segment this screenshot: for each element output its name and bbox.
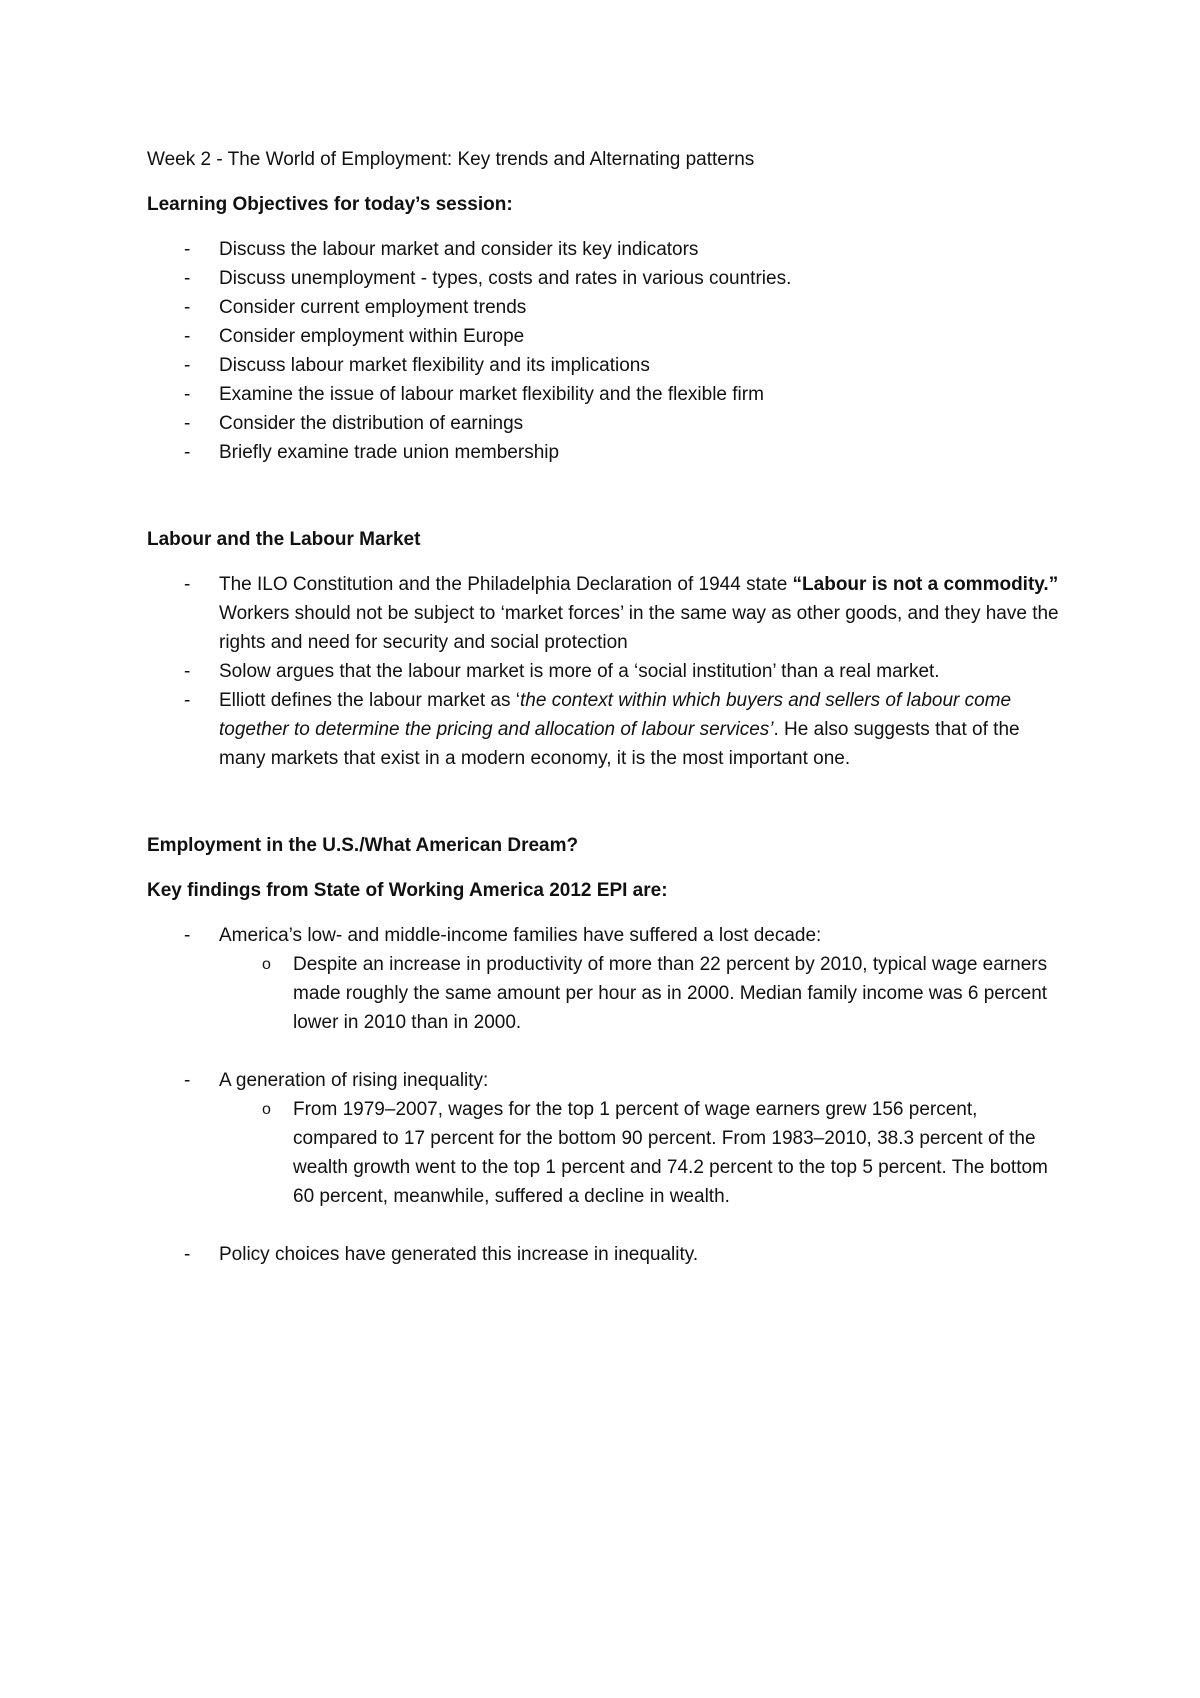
dash-marker: - xyxy=(184,413,191,434)
sub-list-item: o Despite an increase in productivity of more than 22 percent by 2010, typical wage earners made roughly the same amount per hour as in 2000. Median family income was 6 percent lower in 2010 than in 2000. xyxy=(147,950,1067,1037)
objectives-heading: Learning Objectives for today’s session: xyxy=(147,194,513,215)
sub-list-item: o From 1979–2007, wages for the top 1 percent of wage earners grew 156 percent, compared to 17 percent for the bottom 90 percent. From 1983–2010, 38.3 percent of the wealth growth went to the top 1 percent and 74.2 percent to the top 5 percent. The bottom 60 percent, meanwhile, suffered a decline in wealth. xyxy=(147,1095,1067,1211)
ilo-quote: “Labour is not a commodity.” xyxy=(792,574,1059,595)
us-employment-heading: Employment in the U.S./What American Dream? xyxy=(147,835,579,856)
list-item: - Policy choices have generated this increase in inequality. xyxy=(147,1240,1067,1269)
list-item: - A generation of rising inequality: o From 1979–2007, wages for the top 1 percent of wage earners grew 156 percent, compared to 17 percent for the bottom 90 percent. From 1983–2010, 38.3 percent of the wealth growth went to the top 1 percent and 74.2 percent to the top 5 percent. The bottom 60 percent, meanwhile, suffered a decline in wealth. xyxy=(147,1066,1067,1211)
elliott-quote: the context within which buyers and sellers of labour come together to determine the pricing and allocation of labour services’ xyxy=(219,690,1012,740)
labour-market-heading: Labour and the Labour Market xyxy=(147,529,421,550)
dash-marker: - xyxy=(184,574,191,595)
labour-market-list xyxy=(147,570,1067,773)
dash-marker: - xyxy=(184,1070,191,1091)
list-item: - Discuss the labour market and consider its key indicators xyxy=(147,235,1067,264)
findings-list-2 xyxy=(147,1066,1067,1211)
dash-marker: - xyxy=(184,442,191,463)
document-title: Week 2 - The World of Employment: Key trends and Alternating patterns xyxy=(147,149,755,170)
list-item: - Discuss labour market flexibility and its implications xyxy=(147,351,1067,380)
dash-marker: - xyxy=(184,925,191,946)
list-item: - Discuss unemployment - types, costs and rates in various countries. xyxy=(147,264,1067,293)
findings-list-3 xyxy=(147,1240,1067,1269)
dash-marker: - xyxy=(184,239,191,260)
list-item: - Consider the distribution of earnings xyxy=(147,409,1067,438)
list-item-ilo: - The ILO Constitution and the Philadelphia Declaration of 1944 state “Labour is not a commodity.” Workers should not be subject to ‘market forces’ in the same way as other goods, and they have the rights and need for security and social protection xyxy=(147,570,1067,657)
circle-marker: o xyxy=(262,956,271,973)
key-findings-heading: Key findings from State of Working America 2012 EPI are: xyxy=(147,880,668,901)
circle-marker: o xyxy=(262,1101,271,1118)
dash-marker: - xyxy=(184,690,191,711)
dash-marker: - xyxy=(184,1244,191,1265)
sub-list xyxy=(147,950,1067,1037)
dash-marker: - xyxy=(184,355,191,376)
list-item: - Examine the issue of labour market flexibility and the flexible firm xyxy=(147,380,1067,409)
list-item: - Consider current employment trends xyxy=(147,293,1067,322)
objectives-list xyxy=(147,235,1067,467)
dash-marker: - xyxy=(184,326,191,347)
document-page xyxy=(147,145,1067,1269)
sub-list xyxy=(147,1095,1067,1211)
dash-marker: - xyxy=(184,297,191,318)
list-item-solow: - Solow argues that the labour market is more of a ‘social institution’ than a real market. xyxy=(147,657,1067,686)
list-item: - America’s low- and middle-income families have suffered a lost decade: o Despite an increase in productivity of more than 22 percent by 2010, typical wage earners made roughly the same amount per hour as in 2000. Median family income was 6 percent lower in 2010 than in 2000. xyxy=(147,921,1067,1037)
dash-marker: - xyxy=(184,268,191,289)
dash-marker: - xyxy=(184,661,191,682)
list-item: - Briefly examine trade union membership xyxy=(147,438,1067,467)
findings-list xyxy=(147,921,1067,1037)
list-item-elliott: - Elliott defines the labour market as ‘the context within which buyers and sellers of labour come together to determine the pricing and allocation of labour services’. He also suggests that of the many markets that exist in a modern economy, it is the most important one. xyxy=(147,686,1067,773)
dash-marker: - xyxy=(184,384,191,405)
list-item: - Consider employment within Europe xyxy=(147,322,1067,351)
